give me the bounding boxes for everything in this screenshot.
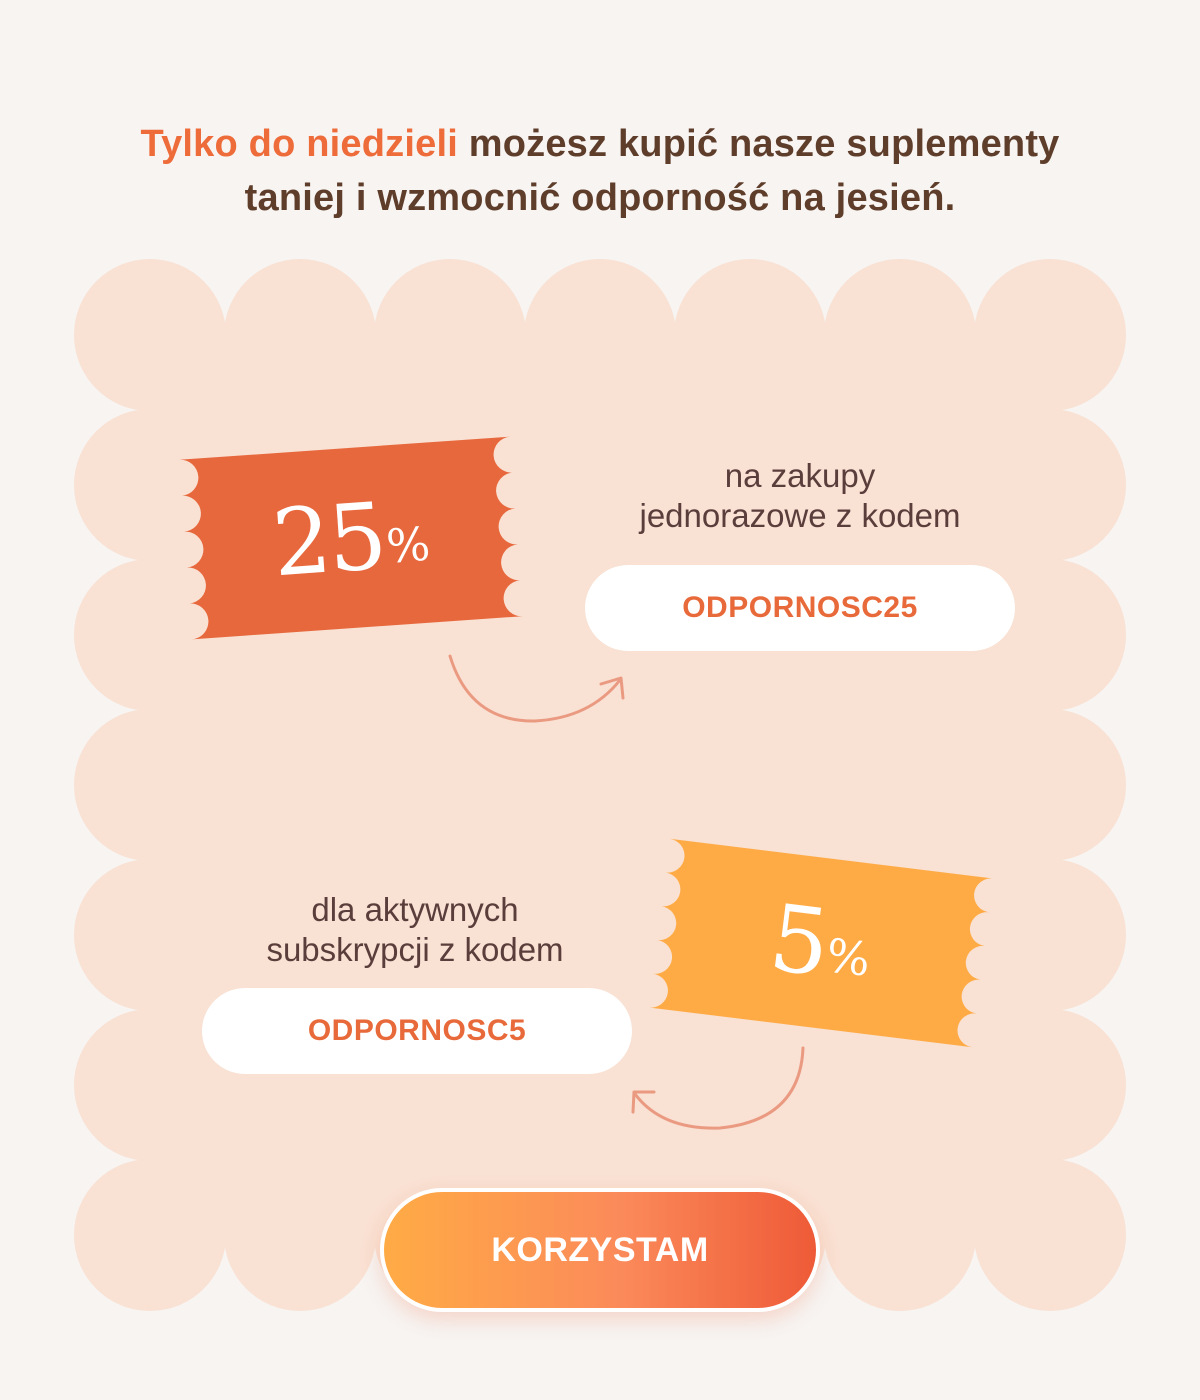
ticket-percent-number: 5 — [764, 883, 833, 997]
offer-two-desc-line2: subskrypcji z kodem — [266, 931, 564, 968]
offer-two-desc-line1: dla aktywnych — [311, 891, 519, 928]
promo-code-pill-5[interactable] — [202, 988, 632, 1074]
ticket-percent-sign: % — [384, 516, 432, 574]
promo-code-25[interactable]: ODPORNOSC25 — [682, 591, 918, 624]
promo-code-pill-25[interactable] — [585, 565, 1015, 651]
promo-code-5[interactable]: ODPORNOSC5 — [307, 1014, 527, 1047]
ticket-percent-sign: % — [823, 927, 874, 987]
ticket-value-25 — [169, 436, 533, 640]
offer-one-description — [585, 456, 1015, 536]
discount-ticket-25 — [169, 436, 533, 640]
headline-highlight: Tylko do niedzieli — [140, 123, 458, 166]
offer-one-desc-line2: jednorazowe z kodem — [639, 497, 961, 534]
headline-rest: możesz kupić nasze suplementy — [457, 123, 1060, 166]
offer-two-description — [200, 890, 630, 970]
offer-one-desc-line1: na zakupy — [724, 457, 876, 494]
ticket-percent-number: 25 — [269, 482, 388, 597]
korzystam-button[interactable]: KORZYSTAM — [380, 1188, 820, 1312]
headline-line2: taniej i wzmocnić odporność na jesień. — [244, 177, 956, 220]
